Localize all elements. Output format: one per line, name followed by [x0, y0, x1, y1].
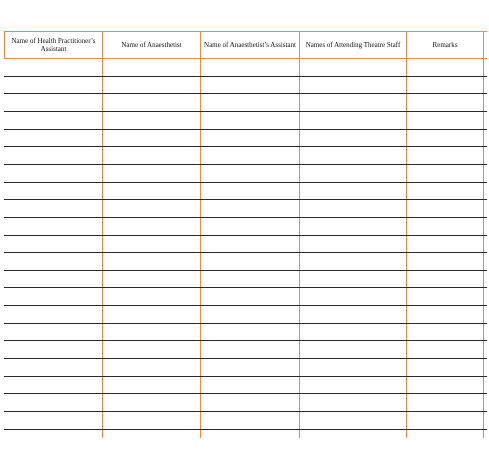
column-divider — [4, 31, 5, 58]
table-row — [4, 323, 487, 324]
table-row — [4, 199, 487, 200]
column-header-anaesthetist: Name of Anaesthetist — [121, 40, 182, 49]
table-row — [4, 217, 487, 218]
table-row — [4, 146, 487, 147]
table-row — [4, 164, 487, 165]
column-header-attending-theatre-staff: Names of Attending Theatre Staff — [305, 40, 401, 49]
table-row — [4, 429, 487, 430]
table-row — [4, 252, 487, 253]
table-row — [4, 358, 487, 359]
column-header-remarks: Remarks — [432, 40, 458, 49]
table-row — [4, 393, 487, 394]
table-row — [4, 93, 487, 94]
theatre-register-table — [4, 31, 489, 438]
table-row — [4, 111, 487, 112]
table-row — [4, 76, 487, 77]
table-row — [4, 340, 487, 341]
table-row — [4, 182, 487, 183]
table-row — [4, 270, 487, 271]
table-row — [4, 129, 487, 130]
table-row — [4, 235, 487, 236]
table-row — [4, 376, 487, 377]
header-rule — [4, 58, 487, 59]
header-rule — [4, 31, 487, 32]
column-header-health-practitioners-assistant: Name of Health Practitioner’s Assistant — [11, 36, 96, 53]
table-row — [4, 411, 487, 412]
table-row — [4, 287, 487, 288]
table-row — [4, 305, 487, 306]
column-header-anaesthetists-assistant: Name of Anaesthetist’s Assistant — [204, 40, 296, 49]
